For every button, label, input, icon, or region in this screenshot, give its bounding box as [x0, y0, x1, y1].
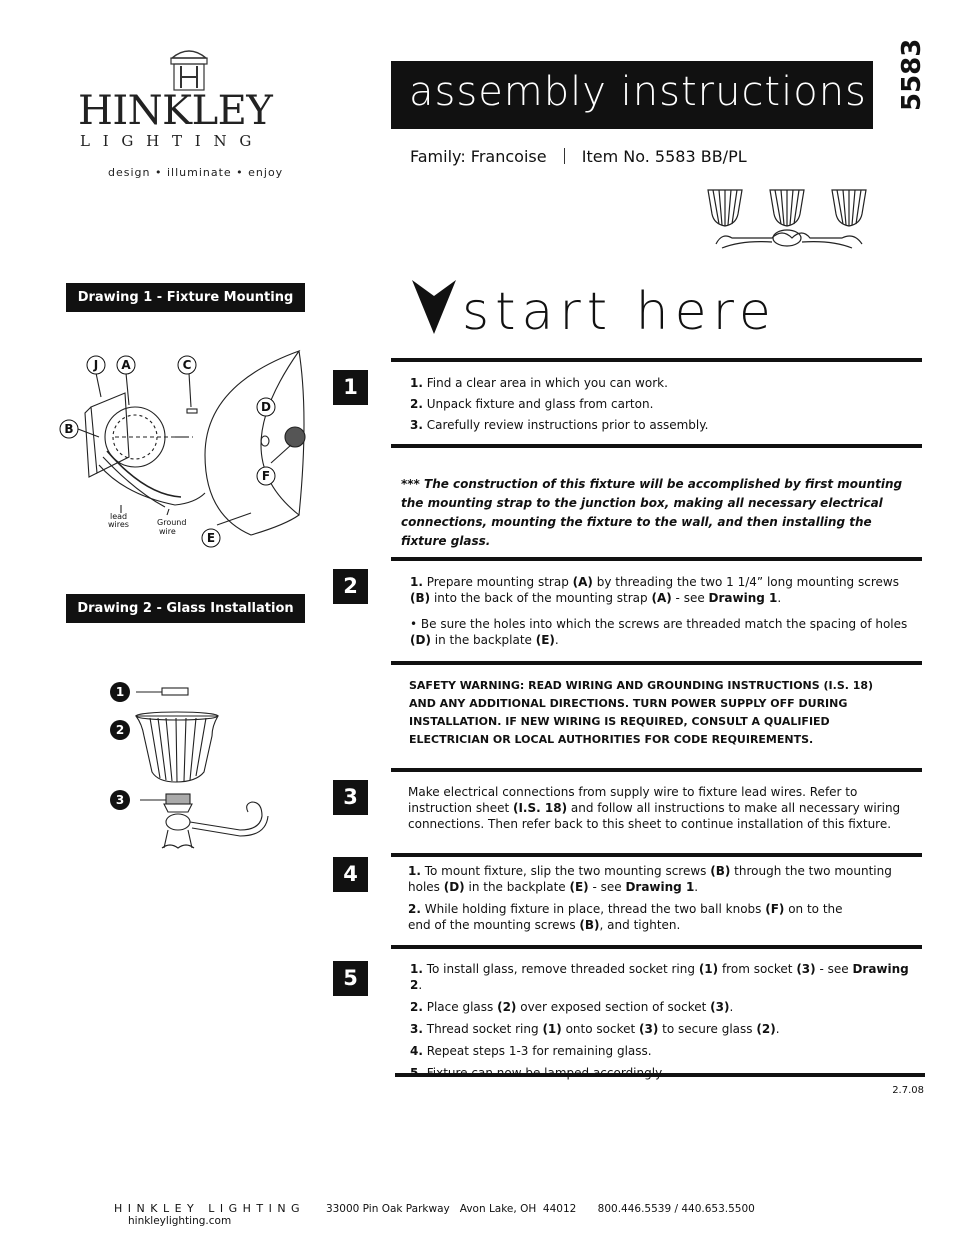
step-3-number: 3	[333, 780, 368, 815]
start-here-heading: start here	[462, 282, 777, 342]
callout-3: 3	[115, 793, 125, 807]
step-2-para-2: • Be sure the holes into which the screws are threaded match the spacing of holes (D) in the backplate (E).	[410, 617, 908, 647]
item-number-vertical	[873, 38, 943, 129]
step-1-line-1: 1. Find a clear area in which you can work.	[410, 376, 668, 390]
rule-2-bottom	[391, 661, 922, 665]
drawing1-fixture-mounting-diagram	[55, 345, 310, 555]
family-name: Family: Francoise	[410, 147, 547, 166]
item-label: Item No. 5583 BB/PL	[581, 147, 747, 166]
construction-intro: *** The construction of this fixture will be accomplished by first mounting the mounting strap to the junction box, making all necessary electrical connections, mounting the fixture to the wall, and then installing the fixture glass.	[401, 477, 903, 548]
revision-date: 2.7.08	[892, 1085, 924, 1096]
footer-address: 33000 Pin Oak Parkway Avon Lake, OH 44012	[325, 1203, 577, 1215]
rule-5-top	[391, 945, 922, 949]
step-4-para-1: 1. To mount fixture, slip the two mounting screws (B) through the two mounting holes (D) in the backplate (E) - see Drawing 1.	[408, 864, 892, 894]
divider	[564, 148, 565, 164]
step-5-line-1: 1. To install glass, remove threaded socket ring (1) from socket (3) - see Drawing 2.	[410, 962, 909, 992]
drawing2-label: Drawing 2 - Glass Installation	[66, 594, 305, 623]
rule-1-bottom	[391, 444, 922, 448]
footer-website-link[interactable]: hinkleylighting.com	[128, 1215, 232, 1227]
safety-warning: SAFETY WARNING: READ WIRING AND GROUNDING INSTRUCTIONS (I.S. 18) AND ANY ADDITIONAL DIRECTIONS. TURN POWER SUPPLY OFF DURING INSTALLATION. IF NEW WIRING IS REQUIRED, CONSULT A QUALIFIED ELECTRICIAN OR LOCAL AUTHORITIES FOR CODE REQUIREMENTS.	[409, 679, 874, 746]
callout-e: E	[206, 531, 216, 545]
step-4-number: 4	[333, 857, 368, 892]
fixture-product-image	[702, 186, 874, 254]
lead-wires-label-1: lead	[110, 512, 128, 521]
step-1-line-2: 2. Unpack fixture and glass from carton.	[410, 397, 654, 411]
step-4-para-2: 2. While holding fixture in place, thread the two ball knobs (F) on to the end of the mounting screws (B), and tighten.	[408, 902, 843, 932]
drawing2-glass-installation-diagram	[100, 676, 280, 861]
callout-c: C	[182, 358, 192, 372]
step-2-text	[410, 574, 915, 654]
brand-logo	[70, 42, 310, 182]
rule-2-top	[391, 557, 922, 561]
step-1-line-3: 3. Carefully review instructions prior to assembly.	[410, 418, 709, 432]
step-5-line-2: 2. Place glass (2) over exposed section of socket (3).	[410, 1000, 734, 1014]
callout-d: D	[261, 400, 271, 414]
rule-4-top	[391, 853, 922, 857]
ground-wire-label-1: Ground	[157, 518, 187, 527]
callout-b: B	[64, 422, 74, 436]
step-3-text	[408, 784, 918, 838]
footer	[114, 1202, 854, 1227]
brand-name: HINKLEY	[78, 88, 273, 134]
footer-company: H I N K L E Y L I G H T I N G	[114, 1202, 301, 1215]
step-4-text	[408, 863, 918, 939]
step-5-number: 5	[333, 961, 368, 996]
step-2-number: 2	[333, 569, 368, 604]
step-1-number: 1	[333, 370, 368, 405]
step-5-text	[410, 961, 915, 1087]
callout-j: J	[93, 358, 99, 372]
family-line	[410, 147, 747, 166]
drawing1-label: Drawing 1 - Fixture Mounting	[66, 283, 305, 312]
step-3-para-1: Make electrical connections from supply wire to fixture lead wires. Refer to instruction sheet (I.S. 18) and follow all instructions to make all necessary wiring connections. Then refer back to this sheet to continue installation of this fixture.	[408, 785, 901, 831]
rule-3-top	[391, 768, 922, 772]
logo-emblem-icon	[164, 44, 214, 92]
callout-a: A	[121, 358, 131, 372]
callout-1: 1	[115, 685, 125, 699]
ground-wire-label-2: wire	[159, 527, 176, 536]
brand-sub: L I G H T I N G	[80, 132, 256, 150]
step-2-para-1: 1. Prepare mounting strap (A) by threading the two 1 1/4” long mounting screws (B) into the back of the mounting strap (A) - see Drawing 1.	[410, 575, 899, 605]
brand-tagline: design • illuminate • enjoy	[108, 166, 284, 179]
step-5-line-3: 3. Thread socket ring (1) onto socket (3) to secure glass (2).	[410, 1022, 780, 1036]
step-1-text	[410, 375, 915, 438]
callout-2: 2	[115, 723, 125, 737]
rule-1-top	[391, 358, 922, 362]
title-bar	[391, 61, 873, 129]
start-arrow-icon	[410, 278, 458, 336]
lead-wires-label-2: wires	[108, 520, 129, 529]
callout-f: F	[261, 469, 271, 483]
footer-phone: 800.446.5539 / 440.653.5500	[597, 1203, 755, 1215]
page-title: assembly instructions	[409, 69, 867, 115]
item-number: 5583	[897, 38, 927, 111]
rule-5-bottom	[395, 1073, 925, 1077]
step-5-line-4: 4. Repeat steps 1-3 for remaining glass.	[410, 1044, 652, 1058]
